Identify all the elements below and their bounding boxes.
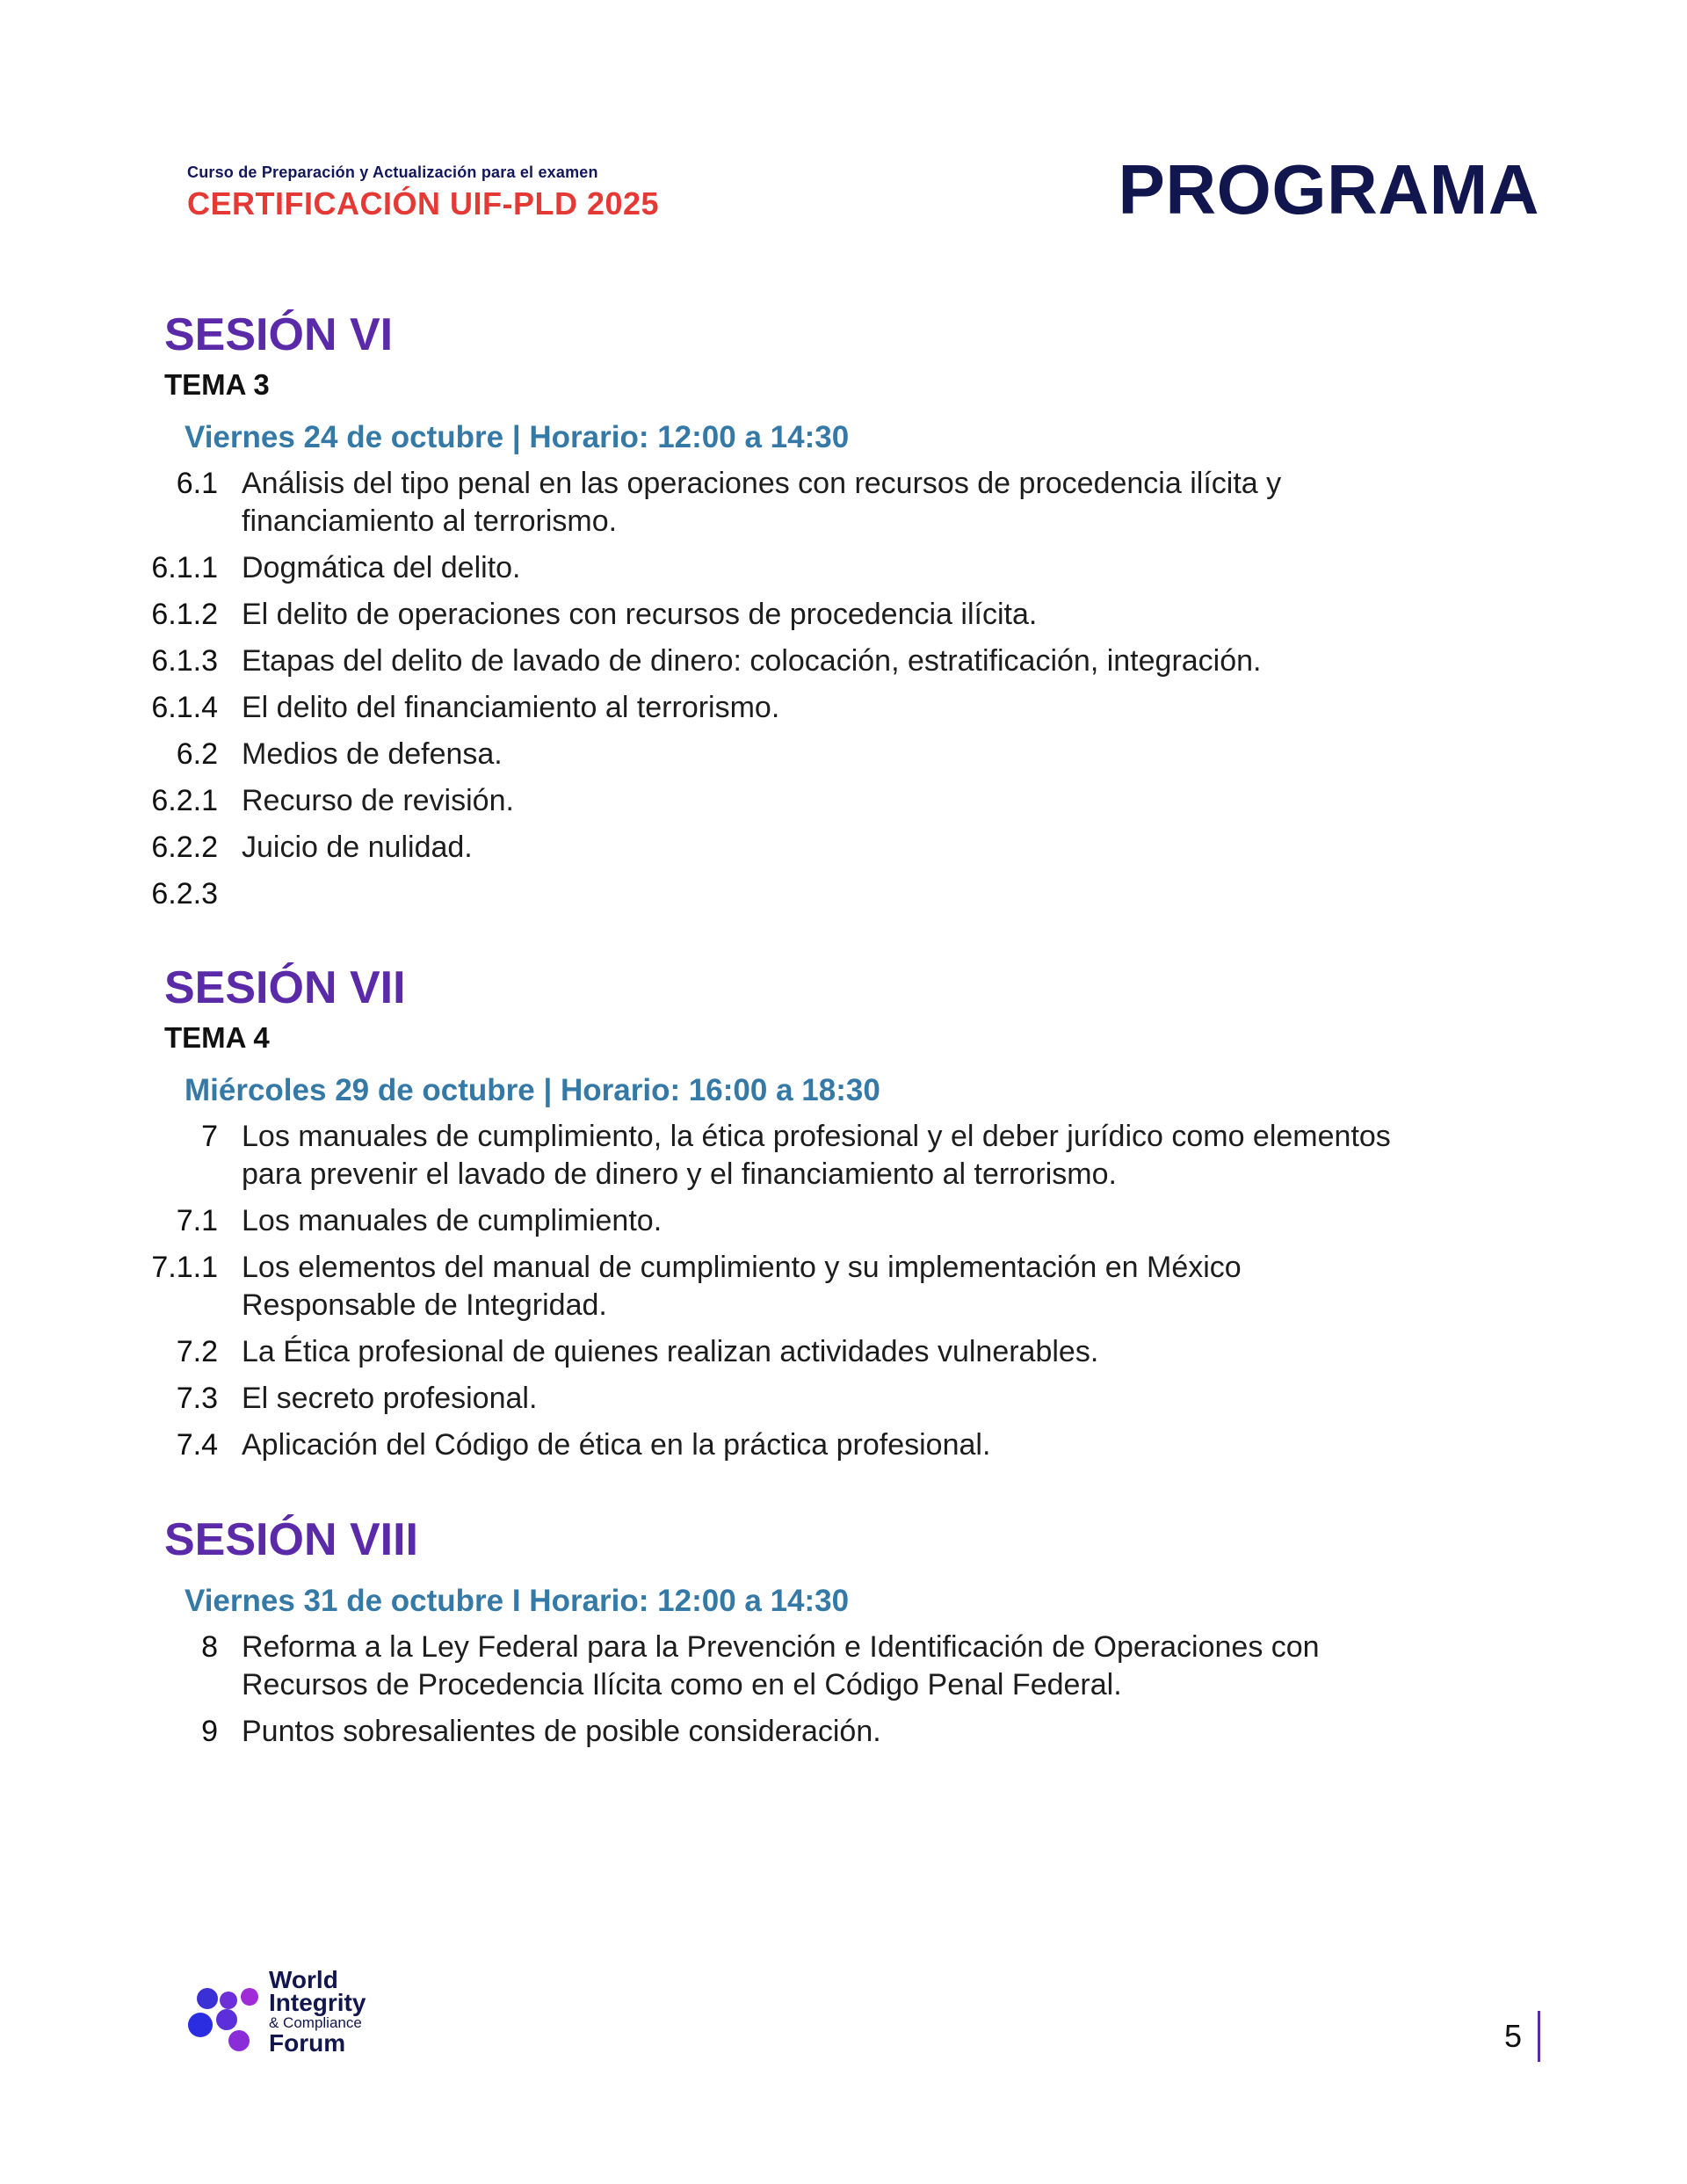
session-title: SESIÓN VII xyxy=(164,962,406,1013)
list-item xyxy=(141,1426,1511,1464)
item-text: Los manuales de cumplimiento. xyxy=(242,1204,662,1237)
item-text: El delito del financiamiento al terrorismo. xyxy=(242,691,780,724)
item-number: 6.2.3 xyxy=(151,877,218,911)
course-subtitle: Curso de Preparación y Actualización para el examen xyxy=(187,163,598,181)
session-schedule: Viernes 24 de octubre | Horario: 12:00 a 14:30 xyxy=(185,420,850,454)
item-number: 6.1.2 xyxy=(151,598,218,631)
item-number: 6.1.1 xyxy=(151,551,218,584)
list-item xyxy=(141,465,1511,541)
list-item xyxy=(141,1380,1511,1418)
logo-dots-icon xyxy=(185,1972,264,2051)
item-number: 7.3 xyxy=(176,1382,218,1415)
item-text: Recurso de revisión. xyxy=(242,784,514,817)
logo-line: World xyxy=(269,1966,338,1993)
session-items xyxy=(141,1629,1511,1751)
course-title: CERTIFICACIÓN UIF-PLD 2025 xyxy=(187,185,660,221)
session-schedule: Viernes 31 de octubre I Horario: 12:00 a 14:30 xyxy=(185,1584,850,1618)
item-number: 7 xyxy=(201,1120,218,1153)
list-item xyxy=(141,1202,1511,1240)
list-item xyxy=(141,1629,1511,1704)
page-number xyxy=(1504,2011,1540,2062)
list-item xyxy=(141,549,1511,587)
logo-line: Integrity xyxy=(269,1989,366,2016)
list-item xyxy=(141,875,1511,913)
list-item xyxy=(141,1333,1511,1371)
course-header xyxy=(187,163,659,222)
logo-text xyxy=(269,1966,366,2057)
item-text xyxy=(242,875,1419,913)
logo-line: Forum xyxy=(269,2029,346,2057)
item-number: 8 xyxy=(201,1630,218,1664)
session-tema: TEMA 3 xyxy=(164,368,270,401)
page-title: PROGRAMA xyxy=(1118,150,1539,229)
list-item xyxy=(141,736,1511,773)
item-text: Puntos sobresalientes de posible consideración. xyxy=(242,1715,881,1748)
item-number: 6.1.3 xyxy=(151,644,218,678)
item-text: Juicio de nulidad. xyxy=(242,831,473,864)
item-text: Aplicación del Código de ética en la práctica profesional. xyxy=(242,1428,991,1462)
session-tema: TEMA 4 xyxy=(164,1021,270,1054)
session-vii xyxy=(141,962,1511,1473)
item-text: Dogmática del delito. xyxy=(242,551,521,584)
item-text: Medios de defensa. xyxy=(242,737,503,771)
list-item xyxy=(141,1713,1511,1751)
item-number: 6.2.2 xyxy=(151,831,218,864)
item-text: El secreto profesional. xyxy=(242,1382,538,1415)
item-text: Los manuales de cumplimiento, la ética profesional y el deber jurídico como elementos para prevenir el lavado de dinero y el financiamiento al terrorismo. xyxy=(242,1120,1391,1191)
list-item xyxy=(141,782,1511,820)
organization-logo xyxy=(185,1966,366,2057)
item-text: Los elementos del manual de cumplimiento y su implementación en México Responsable de Integridad. xyxy=(242,1251,1242,1322)
item-number: 9 xyxy=(201,1715,218,1748)
session-viii xyxy=(141,1514,1511,1760)
logo-line: & Compliance xyxy=(269,2014,362,2031)
item-number: 7.1 xyxy=(176,1204,218,1237)
item-text: Reforma a la Ley Federal para la Prevención e Identificación de Operaciones con Recursos de Procedencia Ilícita como en el Código Penal Federal. xyxy=(242,1630,1320,1701)
page-number-divider xyxy=(1538,2011,1540,2062)
item-number: 6.1 xyxy=(176,467,218,500)
list-item xyxy=(141,1249,1511,1324)
item-number: 7.2 xyxy=(176,1335,218,1368)
item-text: Análisis del tipo penal en las operaciones con recursos de procedencia ilícita y financiamiento al terrorismo. xyxy=(242,467,1282,538)
item-number: 6.1.4 xyxy=(151,691,218,724)
session-items xyxy=(141,465,1511,913)
item-text: Etapas del delito de lavado de dinero: colocación, estratificación, integración. xyxy=(242,644,1262,678)
page-number-text: 5 xyxy=(1503,2018,1522,2054)
item-text: El delito de operaciones con recursos de procedencia ilícita. xyxy=(242,598,1038,631)
session-title: SESIÓN VIII xyxy=(164,1514,418,1565)
list-item xyxy=(141,1118,1511,1194)
session-schedule: Miércoles 29 de octubre | Horario: 16:00 a 18:30 xyxy=(185,1073,880,1107)
list-item xyxy=(141,829,1511,867)
item-number: 7.1.1 xyxy=(151,1251,218,1284)
session-title: SESIÓN VI xyxy=(164,309,394,360)
item-text: La Ética profesional de quienes realizan actividades vulnerables. xyxy=(242,1335,1099,1368)
item-number: 6.2.1 xyxy=(151,784,218,817)
item-number: 7.4 xyxy=(176,1428,218,1462)
list-item xyxy=(141,689,1511,727)
session-items xyxy=(141,1118,1511,1464)
list-item xyxy=(141,642,1511,680)
list-item xyxy=(141,596,1511,634)
item-number: 6.2 xyxy=(176,737,218,771)
session-vi xyxy=(141,309,1511,922)
